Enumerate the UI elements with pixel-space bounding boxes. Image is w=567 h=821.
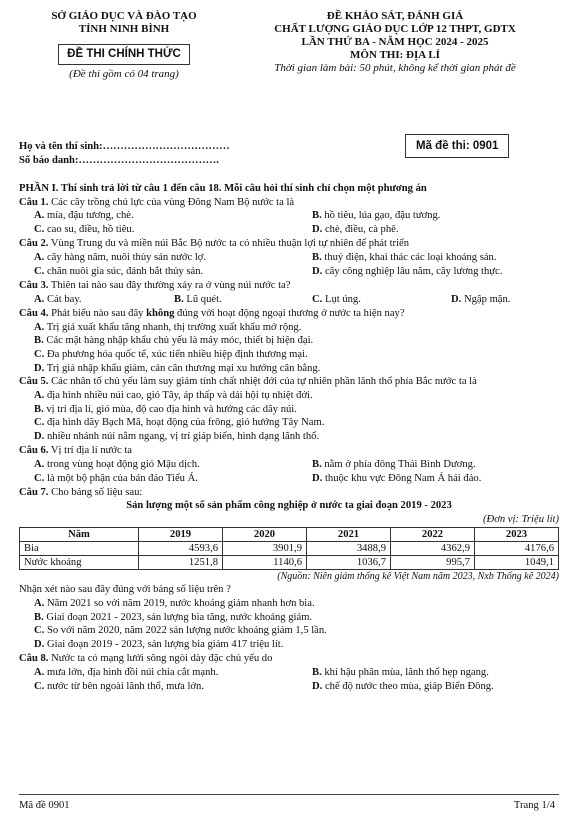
table-cell: 1140,6: [223, 555, 307, 569]
question-1: Câu 1. Các cây trồng chủ lực của vùng Đông Nam Bộ nước ta là: [19, 196, 295, 208]
table-cell: 1049,1: [475, 555, 559, 569]
table-header-cell: 2020: [223, 527, 307, 541]
exam-code-box: Mã đề thi: 0901: [405, 134, 509, 158]
q7-question: Nhận xét nào sau đây đúng với bảng số liệu trên ?: [19, 584, 231, 596]
q4-option-a: A. Trị giá xuất khẩu tăng nhanh, thị trường xuất khẩu mở rộng.: [34, 321, 302, 333]
question-6: Câu 6. Vị trí địa lí nước ta: [19, 444, 132, 456]
q2-options-row2: C. chăn nuôi gia súc, đánh bắt thủy sản. D. cây công nghiệp lâu năm, cây lương thực.: [34, 266, 503, 278]
questions: [19, 182, 559, 694]
table-cell: 1036,7: [307, 555, 391, 569]
question-4: Câu 4. Phát biểu nào sau đây không đúng với hoạt động ngoại thương ở nước ta hiện nay?: [19, 307, 405, 319]
q5-option-b: B. vị trí địa lí, gió mùa, độ cao địa hình và hướng các dãy núi.: [34, 403, 297, 415]
q7-option-d: D. Giai đoạn 2019 - 2023, sản lượng bia giảm 417 triệu lít.: [34, 639, 284, 651]
table-cell: 3488,9: [307, 541, 391, 555]
q4-option-d: D. Trị giá nhập khẩu giảm, cán cân thương mại xu hướng cân bằng.: [34, 362, 321, 374]
question-2: Câu 2. Vùng Trung du và miền núi Bắc Bộ nước ta có nhiều thuận lợi tự nhiên để phát triển: [19, 238, 410, 250]
q8-options-row2: C. nước từ bên ngoài lãnh thổ, mưa lớn. D. chế độ nước theo mùa, giáp Biển Đông.: [34, 680, 494, 692]
question-7: Câu 7. Cho bảng số liệu sau:: [19, 486, 143, 498]
table-row: [20, 541, 559, 555]
question-3: Câu 3. Thiên tai nào sau đây thường xảy ra ở vùng núi nước ta?: [19, 280, 291, 292]
table-source: (Nguồn: Niên giám thống kê Việt Nam năm 2023, Nxb Thống kê 2024): [277, 570, 559, 582]
q1-options-row1: A. mía, đậu tương, chè. B. hồ tiêu, lúa gạo, đậu tương.: [34, 210, 441, 222]
table-cell: 1251,8: [139, 555, 223, 569]
q3-options-row: A. Cát bay. B. Lũ quét. C. Lụt úng. D. Ngập mặn.: [34, 293, 511, 305]
table-header-cell: 2023: [475, 527, 559, 541]
q5-option-a: A. địa hình nhiều núi cao, gió Tây, áp thấp và dải hội tụ nhiệt đới.: [34, 390, 313, 402]
candidate-info: [19, 140, 230, 168]
candidate-id-line: Số báo danh:………………………………….: [19, 155, 219, 166]
header-right: [225, 10, 565, 75]
q8-options-row1: A. mưa lớn, địa hình đồi núi chia cắt mạnh. B. khí hậu phân mùa, lãnh thổ hẹp ngang.: [34, 666, 489, 678]
official-exam-box: ĐỀ THI CHÍNH THỨC: [58, 44, 190, 65]
table-header-row: [20, 527, 559, 541]
table-cell: 3901,9: [223, 541, 307, 555]
candidate-name-line: Họ và tên thí sinh:………………………………: [19, 141, 230, 152]
q4-option-c: C. Đa phương hóa quốc tế, xúc tiến nhiều hiệp định thương mại.: [34, 348, 308, 360]
exam-title-3: LẦN THỨ BA - NĂM HỌC 2024 - 2025: [301, 36, 489, 48]
q7-option-a: A. Năm 2021 so với năm 2019, nước khoáng giảm nhanh hơn bia.: [34, 598, 315, 610]
table-unit: (Đơn vị: Triệu lít): [483, 513, 559, 525]
time-note: Thời gian làm bài: 50 phút, không kể thời gian phát đề: [274, 62, 516, 74]
table-header-cell: Năm: [20, 527, 139, 541]
q7-option-c: C. So với năm 2020, năm 2022 sản lượng nước khoáng giảm 1,5 lần.: [34, 625, 327, 637]
department-name: SỞ GIÁO DỤC VÀ ĐÀO TẠO: [51, 10, 197, 22]
table-title: Sản lượng một số sản phẩm công nghiệp ở nước ta giai đoạn 2019 - 2023: [126, 500, 452, 512]
table-cell: 4593,6: [139, 541, 223, 555]
table-header-cell: 2019: [139, 527, 223, 541]
footer-page-number: Trang 1/4: [513, 800, 555, 811]
footer-exam-code: Mã đề 0901: [19, 800, 70, 811]
q4-option-b: B. Các mặt hàng nhập khẩu chủ yếu là máy móc, thiết bị hiện đại.: [34, 335, 314, 347]
q5-option-d: D. nhiều nhánh núi nằm ngang, vị trí giáp biển, hình dạng lãnh thổ.: [34, 431, 320, 443]
table-row: [20, 555, 559, 569]
table-header-cell: 2021: [307, 527, 391, 541]
header-left: [14, 10, 234, 81]
table-cell: Bia: [20, 541, 139, 555]
table-cell: Nước khoáng: [20, 555, 139, 569]
q7-option-b: B. Giai đoạn 2021 - 2023, sản lượng bia tăng, nước khoáng giảm.: [34, 611, 313, 623]
exam-title-2: CHẤT LƯỢNG GIÁO DỤC LỚP 12 THPT, GDTX: [274, 23, 516, 35]
exam-title-1: ĐỀ KHẢO SÁT, ĐÁNH GIÁ: [326, 10, 464, 22]
question-5: Câu 5. Các nhân tố chủ yếu làm suy giảm tính chất nhiệt đới của tự nhiên phần lãnh thổ phía Bắc nước ta là: [19, 376, 477, 388]
q6-options-row2: C. là một bộ phận của bán đảo Tiểu Á. D. thuộc khu vực Đông Nam Á hải đảo.: [34, 472, 482, 484]
data-table: [19, 527, 559, 570]
table-cell: 4176,6: [475, 541, 559, 555]
question-8: Câu 8. Nước ta có mạng lưới sông ngòi dày đặc chủ yếu do: [19, 652, 273, 664]
subject-title: MÔN THI: ĐỊA LÍ: [350, 49, 440, 61]
part1-title: PHẦN I. Thí sinh trả lời từ câu 1 đến câu 18. Mỗi câu hỏi thí sinh chỉ chọn một phương án: [19, 183, 427, 194]
province-name: TỈNH NINH BÌNH: [78, 23, 170, 35]
pages-note: (Đề thi gồm có 04 trang): [69, 68, 179, 80]
table-cell: 4362,9: [391, 541, 475, 555]
q5-option-c: C. địa hình dãy Bạch Mã, hoạt động của frông, gió hướng Tây Nam.: [34, 417, 325, 429]
q6-options-row1: A. trong vùng hoạt động gió Mậu dịch. B. nằm ở phía đông Thái Bình Dương.: [34, 458, 476, 470]
q1-options-row2: C. cao su, điều, hồ tiêu. D. chè, điều, cà phê.: [34, 224, 399, 236]
table-header-cell: 2022: [391, 527, 475, 541]
q2-options-row1: A. cây hàng năm, nuôi thủy sản nước lợ. B. thuỷ điện, khai thác các loại khoáng sản.: [34, 252, 497, 264]
footer-rule: [19, 794, 559, 795]
table-cell: 995,7: [391, 555, 475, 569]
